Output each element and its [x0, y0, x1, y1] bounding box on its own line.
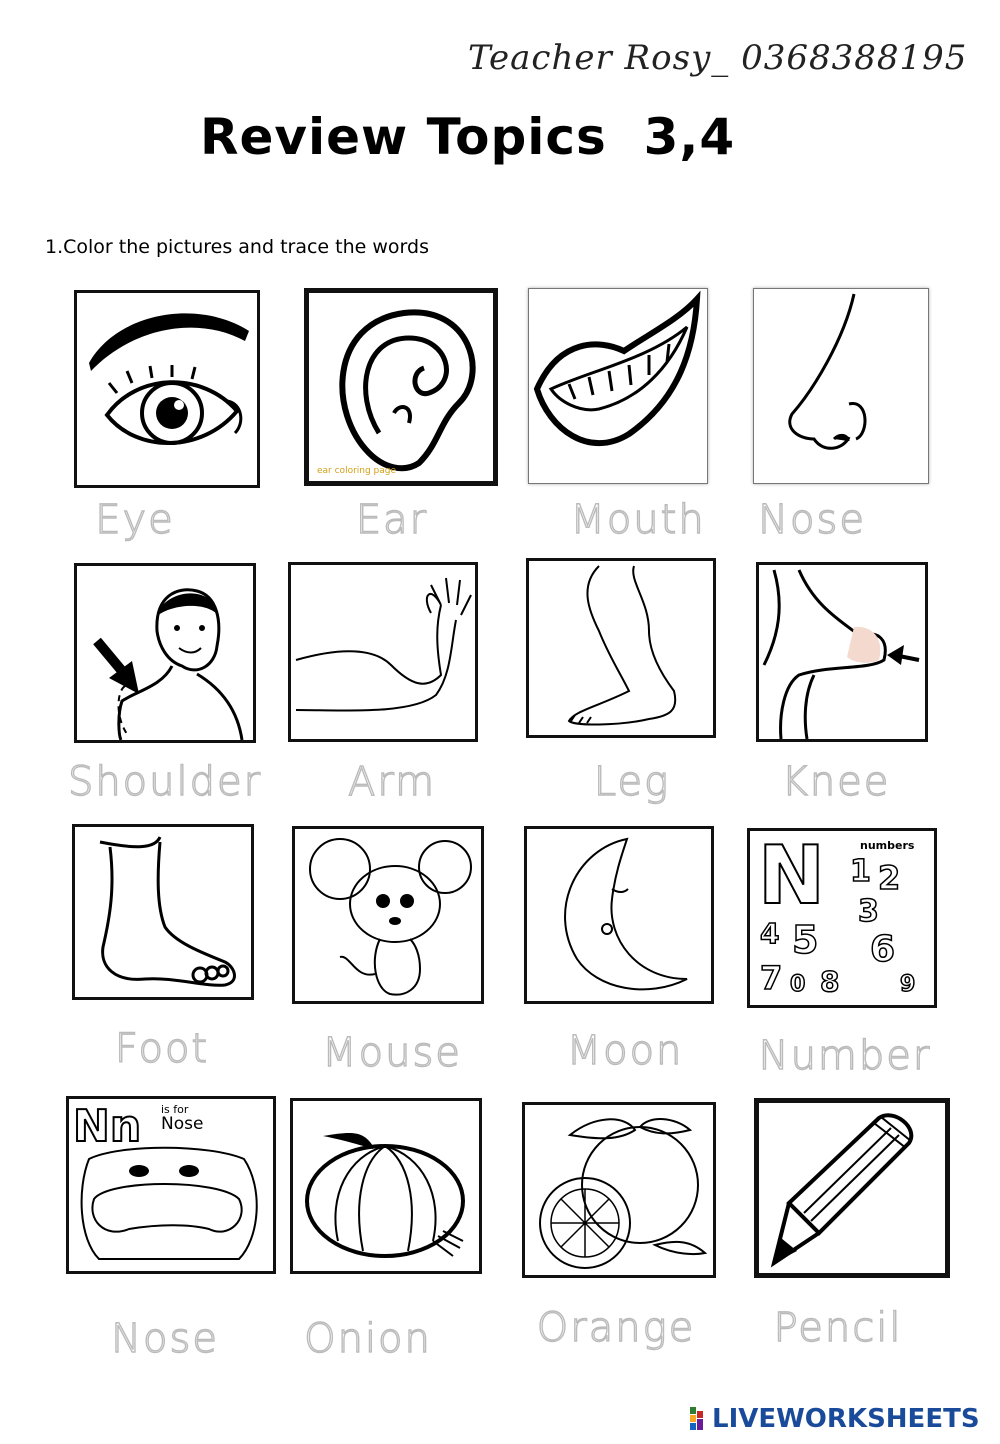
liveworksheets-brand-text: LIVEWORKSHEETS — [712, 1404, 980, 1434]
numbers-letter-n: N — [758, 831, 825, 922]
leg-icon — [529, 561, 713, 735]
foot-icon — [75, 827, 251, 997]
nose-dog-letters: Nn — [73, 1101, 142, 1152]
trace-word-arm[interactable]: Arm — [347, 759, 437, 805]
shoulder-icon — [77, 566, 253, 740]
nose-picture-card — [753, 288, 929, 484]
arm-icon — [291, 565, 475, 739]
eye-icon — [77, 293, 257, 485]
teacher-signature: Teacher Rosy_ 0368388195 — [468, 38, 968, 78]
numbers-digit-3: 3 — [858, 894, 879, 929]
numbers-digit-8: 8 — [820, 965, 840, 998]
liveworksheets-logo-icon — [690, 1407, 712, 1431]
numbers-digit-4: 4 — [760, 917, 780, 950]
shoulder-picture-card — [74, 563, 256, 743]
trace-word-eye[interactable]: Eye — [95, 497, 175, 543]
pencil-icon — [759, 1103, 945, 1273]
trace-word-ear[interactable]: Ear — [355, 497, 429, 543]
numbers-picture-card — [747, 828, 937, 1008]
arm-picture-card — [288, 562, 478, 742]
nose-dog-caption-word: Nose — [161, 1114, 204, 1134]
onion-picture-card — [290, 1098, 482, 1274]
eye-picture-card — [74, 290, 260, 488]
numbers-digit-1: 1 — [850, 854, 871, 889]
trace-word-knee[interactable]: Knee — [781, 759, 891, 805]
mouth-icon — [529, 289, 707, 483]
instruction-text: 1.Color the pictures and trace the words — [45, 236, 429, 258]
knee-icon — [759, 565, 925, 739]
trace-word-mouth[interactable]: Mouth — [570, 497, 706, 543]
nose-icon — [754, 289, 928, 483]
mouse-picture-card — [292, 826, 484, 1004]
onion-icon — [293, 1101, 479, 1271]
trace-word-moon[interactable]: Moon — [566, 1028, 684, 1074]
orange-picture-card — [522, 1102, 716, 1278]
page-title: Review Topics 3,4 — [200, 108, 736, 166]
nose-dog-icon — [69, 1099, 273, 1271]
numbers-digit-5: 5 — [792, 918, 819, 962]
moon-picture-card — [524, 826, 714, 1004]
numbers-digit-6: 6 — [870, 929, 896, 970]
orange-icon — [525, 1105, 713, 1275]
ear-picture-card — [304, 288, 498, 486]
mouse-icon — [295, 829, 481, 1001]
trace-word-leg[interactable]: Leg — [593, 759, 671, 805]
pencil-picture-card — [754, 1098, 950, 1278]
nose-dog-caption: is for — [161, 1103, 189, 1116]
numbers-digit-7: 7 — [760, 959, 783, 997]
numbers-digit-2: 2 — [878, 859, 901, 897]
moon-icon — [527, 829, 711, 1001]
liveworksheets-logo[interactable] — [690, 1404, 980, 1434]
trace-word-number[interactable]: Number — [758, 1033, 932, 1079]
ear-caption: ear coloring page — [317, 466, 397, 476]
trace-word-shoulder[interactable]: Shoulder — [67, 759, 263, 805]
trace-word-nose[interactable]: Nose — [758, 497, 866, 543]
foot-picture-card — [72, 824, 254, 1000]
nose-dog-picture-card — [66, 1096, 276, 1274]
leg-picture-card — [526, 558, 716, 738]
trace-word-onion[interactable]: Onion — [304, 1316, 432, 1362]
ear-icon — [309, 293, 493, 481]
trace-word-foot[interactable]: Foot — [114, 1026, 210, 1072]
trace-word-pencil[interactable]: Pencil — [773, 1305, 903, 1351]
numbers-digit-9: 9 — [900, 972, 916, 997]
numbers-caption: numbers — [860, 839, 915, 852]
numbers-digit-0: 0 — [790, 972, 806, 997]
knee-picture-card — [756, 562, 928, 742]
trace-word-orange[interactable]: Orange — [536, 1305, 696, 1351]
trace-word-nose-2[interactable]: Nose — [111, 1316, 219, 1362]
numbers-icon — [750, 831, 934, 1005]
trace-word-mouse[interactable]: Mouse — [322, 1030, 462, 1076]
mouth-picture-card — [528, 288, 708, 484]
